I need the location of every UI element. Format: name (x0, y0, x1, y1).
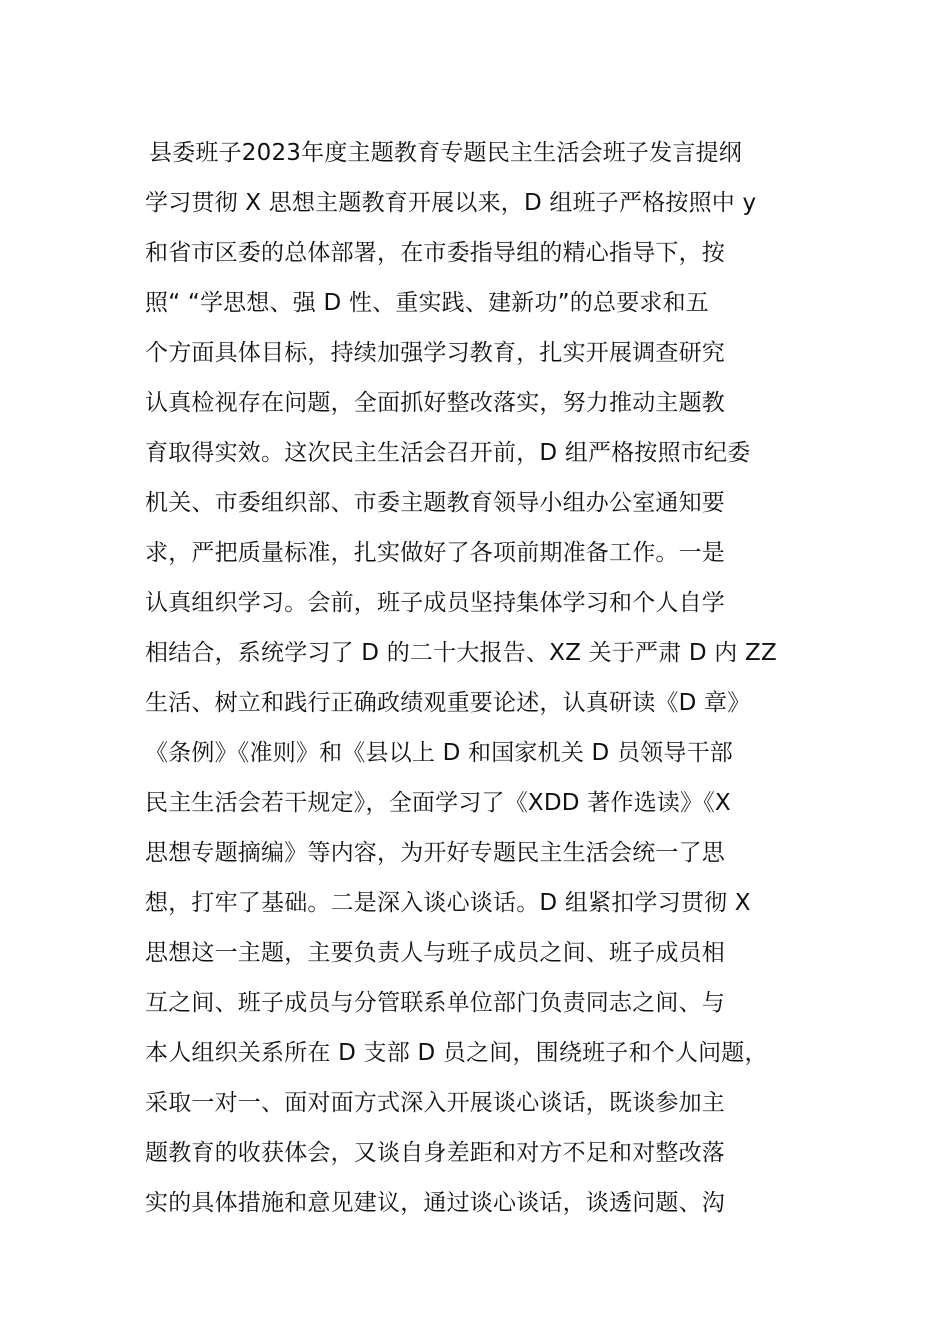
body-line: 学习贯彻 X 思想主题教育开展以来，D 组班子严格按照中 y (145, 190, 757, 216)
body-line: 实的具体措施和意见建议，通过谈心谈话，谈透问题、沟 (145, 1190, 725, 1216)
body-line: 相结合，系统学习了 D 的二十大报告、XZ 关于严肃 D 内 ZZ (145, 640, 777, 666)
body-line: 采取一对一、面对面方式深入开展谈心谈话，既谈参加主 (145, 1090, 725, 1116)
body-line: 《条例》《准则》和《县以上 D 和国家机关 D 员领导干部 (145, 740, 733, 766)
body-line: 个方面具体目标，持续加强学习教育，扎实开展调查研究 (145, 340, 725, 366)
body-line: 本人组织关系所在 D 支部 D 员之间，围绕班子和个人问题， (145, 1040, 768, 1066)
body-line: 民主生活会若干规定》，全面学习了《XDD 著作选读》《X (145, 790, 731, 816)
body-line: 互之间、班子成员与分管联系单位部门负责同志之间、与 (145, 990, 725, 1016)
body-line: 思想专题摘编》等内容，为开好专题民主生活会统一了思 (145, 840, 725, 866)
body-line: 思想这一主题，主要负责人与班子成员之间、班子成员相 (145, 940, 725, 966)
document-text-block (145, 128, 845, 1228)
body-line: 认真检视存在问题，全面抓好整改落实，努力推动主题教 (145, 390, 725, 416)
body-line: 题教育的收获体会，又谈自身差距和对方不足和对整改落 (145, 1140, 725, 1166)
body-line: 想，打牢了基础。二是深入谈心谈话。D 组紧扣学习贯彻 X (145, 890, 751, 916)
body-line: 和省市区委的总体部署，在市委指导组的精心指导下，按 (145, 240, 725, 266)
body-line: 育取得实效。这次民主生活会召开前，D 组严格按照市纪委 (145, 440, 751, 466)
body-line: 照“ “学思想、强 D 性、重实践、建新功”的总要求和五 (145, 290, 709, 316)
body-line: 认真组织学习。会前，班子成员坚持集体学习和个人自学 (145, 590, 725, 616)
body-line: 机关、市委组织部、市委主题教育领导小组办公室通知要 (145, 490, 725, 516)
body-line: 生活、树立和践行正确政绩观重要论述，认真研读《D 章》 (145, 690, 751, 716)
body-line: 求，严把质量标准，扎实做好了各项前期准备工作。一是 (145, 540, 725, 566)
document-title: 县委班子2023年度主题教育专题民主生活会班子发言提纲 (149, 140, 742, 166)
